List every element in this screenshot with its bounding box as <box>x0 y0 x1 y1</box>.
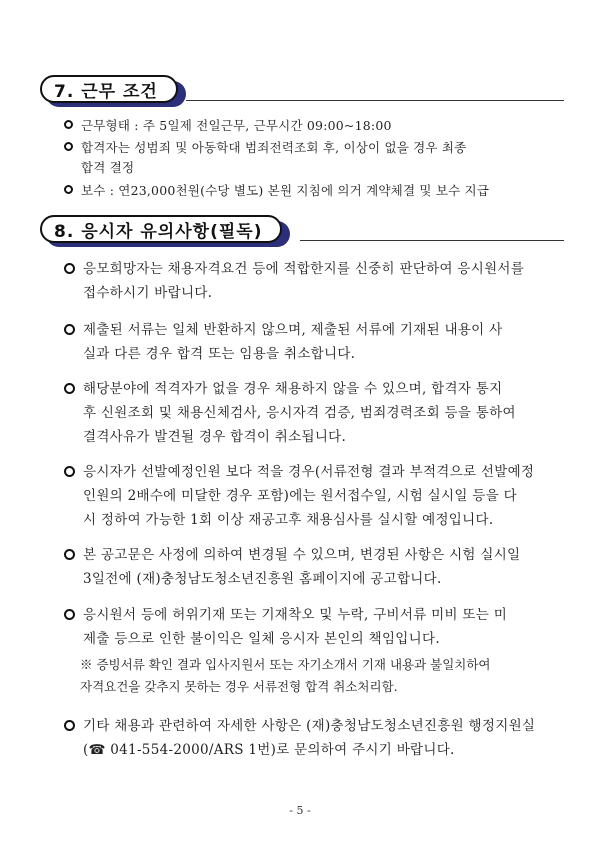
circle-bullet-icon <box>64 120 73 129</box>
section-8-item <box>64 543 560 591</box>
circle-bullet-icon <box>64 609 75 620</box>
section-8-item <box>64 377 560 449</box>
section-7-item <box>64 116 560 136</box>
item-text: 응모희망자는 채용자격요건 등에 적합한지를 신중히 판단하여 응시원서를 접수하시기 바랍니다. <box>83 261 525 301</box>
circle-bullet-icon <box>64 383 75 394</box>
section-8-item <box>64 603 560 651</box>
item-text: 합격자는 성범죄 및 아동학대 범죄전력조회 후, 이상이 없을 경우 최종 합격 결정 <box>81 140 467 175</box>
section-8-heading <box>40 216 282 242</box>
section-8-rule <box>300 240 564 241</box>
circle-bullet-icon <box>64 185 73 194</box>
item-text: 해당분야에 적격자가 없을 경우 채용하지 않을 수 있으며, 합격자 통지 후 신원조회 및 채용신체검사, 응시자격 검증, 범죄경력조회 등을 통하여 결격사유가 발견될 경우 합격이 취소됩니다. <box>83 381 516 445</box>
item-text: 응시자가 선발예정인원 보다 적을 경우(서류전형 결과 부적격으로 선발예정 인원의 2배수에 미달한 경우 포함)에는 원서접수일, 시험 실시일 등을 다 시 정하여 가능한 1회 이상 재공고후 채용심사를 실시할 예정입니다. <box>83 464 535 528</box>
circle-bullet-icon <box>64 466 75 477</box>
section-8-item <box>64 257 560 305</box>
page-number: - 5 - <box>289 804 311 817</box>
circle-bullet-icon <box>64 263 75 274</box>
circle-bullet-icon <box>64 142 73 151</box>
section-8-item <box>64 460 560 532</box>
section-7-rule <box>186 100 564 101</box>
item-text: 기타 채용과 관련하여 자세한 사항은 (재)충청남도청소년진흥원 행정지원실 (☎ 041-554-2000/ARS 1번)로 문의하여 주시기 바랍니다. <box>83 718 536 758</box>
item-text: 본 공고문은 사정에 의하여 변경될 수 있으며, 변경된 사항은 시험 실시일 3일전에 (재)충청남도청소년진흥원 홈페이지에 공고합니다. <box>83 547 521 587</box>
circle-bullet-icon <box>64 720 75 731</box>
section-8-item <box>64 318 560 366</box>
section-7-heading <box>40 76 178 102</box>
item-text: 보수 : 연23,000천원(수당 별도) 본원 지침에 의거 계약체결 및 보수 지급 <box>81 183 490 198</box>
section-8-note: ※ 증빙서류 확인 결과 입사지원서 또는 자기소개서 기재 내용과 불일치하여 자격요건을 갖추지 못하는 경우 서류전형 합격 취소처리함. <box>80 657 491 694</box>
section-7-item <box>64 138 560 178</box>
section-8-item <box>64 714 560 762</box>
section-7-item <box>64 181 560 201</box>
section-8-title: 8. 응시자 유의사항(필독) <box>40 215 282 243</box>
circle-bullet-icon <box>64 324 75 335</box>
section-7-title: 7. 근무 조건 <box>40 75 178 103</box>
circle-bullet-icon <box>64 549 75 560</box>
item-text: 근무형태 : 주 5일제 전일근무, 근무시간 09:00~18:00 <box>81 118 392 133</box>
item-text: 제출된 서류는 일체 반환하지 않으며, 제출된 서류에 기재된 내용이 사 실과 다른 경우 합격 또는 임용을 취소합니다. <box>83 322 503 362</box>
item-text: 응시원서 등에 허위기재 또는 기재착오 및 누락, 구비서류 미비 또는 미 제출 등으로 인한 불이익은 일체 응시자 본인의 책임입니다. <box>83 607 508 647</box>
